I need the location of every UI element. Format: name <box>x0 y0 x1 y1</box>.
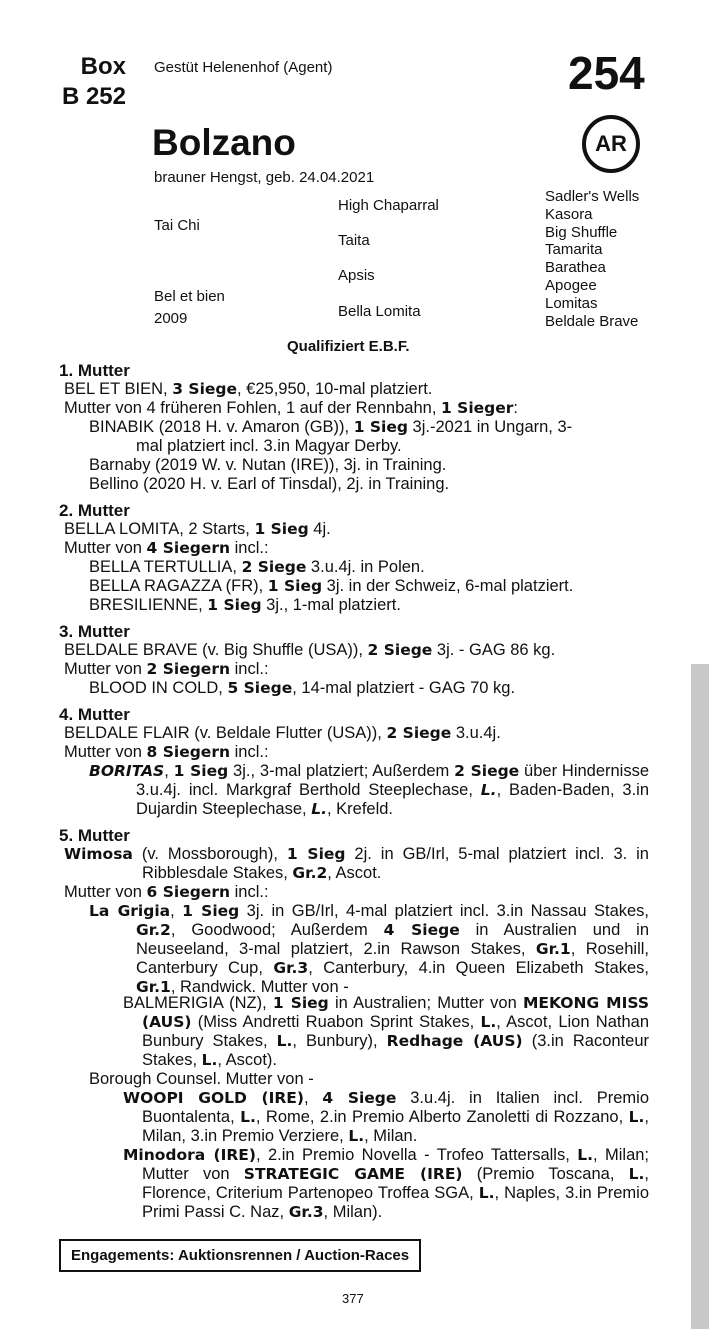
produce-summary: Mutter von 4 früheren Fohlen, 1 auf der Rennbahn, 1 Sieger: <box>64 399 519 417</box>
section-heading: 5. Mutter <box>59 826 130 845</box>
section-heading: 4. Mutter <box>59 705 130 724</box>
horse-name: Bolzano <box>152 122 296 163</box>
produce-entry: Minodora (IRE), 2.in Premio Novella - Trofeo Tattersalls, L., Milan; Mutter von STRATEGIC GAME (IRE) (Premio Toscana, L., Florence, Criterium Partenopeo Troffea SGA, L., Naples, 3.in Premio Primi Passi C. Naz, Gr.3, Milan). <box>123 1146 650 1221</box>
produce-summary: Mutter von 4 Siegern incl.: <box>64 539 269 557</box>
horse-description: brauner Hengst, geb. 24.04.2021 <box>154 169 375 186</box>
engagements-box: Engagements: Auktionsrennen / Auction-Races <box>59 1239 421 1272</box>
produce-entry: Borough Counsel. Mutter von - <box>89 1070 314 1088</box>
pedigree-gen3-item: Tamarita <box>545 241 603 259</box>
pedigree-gen3-item: Apogee <box>545 276 597 294</box>
pedigree-gen3-item: Beldale Brave <box>545 312 639 330</box>
pedigree-gen3-item: Kasora <box>545 205 593 223</box>
box-label: Box B 252 <box>61 53 126 110</box>
produce-entry: BELLA RAGAZZA (FR), 1 Sieg 3j. in der Schweiz, 6-mal platziert. <box>89 577 574 595</box>
page-number: 377 <box>342 1291 364 1306</box>
pedigree-dam-year: 2009 <box>154 310 188 327</box>
pedigree-gen3 <box>545 188 639 330</box>
produce-entry: BORITAS, 1 Sieg 3j., 3-mal platziert; Außerdem 2 Siege über Hindernisse 3.u.4j. incl. Markgraf Berthold Steeplechase, L., Baden-Baden, 3.in Dujardin Steeplechase, L., Krefeld. <box>89 762 650 818</box>
pedigree-gen3-item: Big Shuffle <box>545 223 618 241</box>
produce-entry: BINABIK (2018 H. v. Amaron (GB)), 1 Sieg 3j.-2021 in Ungarn, 3- <box>89 418 573 436</box>
dam-record: BEL ET BIEN, 3 Siege, €25,950, 10-mal platziert. <box>64 380 433 398</box>
dam-record: BELDALE FLAIR (v. Beldale Flutter (USA)), 2 Siege 3.u.4j. <box>64 724 501 742</box>
produce-entry: WOOPI GOLD (IRE), 4 Siege 3.u.4j. in Italien incl. Premio Buontalenta, L., Rome, 2.in Premio Alberto Zanoletti di Rozzano, L., Milan, 3.in Premio Verziere, L., Milan. <box>123 1089 649 1145</box>
dam-record: BELDALE BRAVE (v. Big Shuffle (USA)), 2 Siege 3j. - GAG 86 kg. <box>64 641 556 659</box>
produce-summary: Mutter von 8 Siegern incl.: <box>64 743 269 761</box>
pedigree-gen2-item: Taita <box>338 232 370 249</box>
pedigree-gen3-item: Lomitas <box>545 294 598 312</box>
ar-badge: AR <box>582 115 640 173</box>
section-heading: 2. Mutter <box>59 501 130 520</box>
dam-record: BELLA LOMITA, 2 Starts, 1 Sieg 4j. <box>64 520 331 538</box>
pedigree-gen2-item: High Chaparral <box>338 197 439 214</box>
produce-summary: Mutter von 2 Siegern incl.: <box>64 660 269 678</box>
pedigree-gen3-item: Sadler's Wells <box>545 188 640 205</box>
lot-number: 254 <box>568 47 645 99</box>
pedigree-gen2-item: Bella Lomita <box>338 303 421 320</box>
produce-entry: La Grigia, 1 Sieg 3j. in GB/Irl, 4-mal platziert incl. 3.in Nassau Stakes, Gr.2, Goodwood; Außerdem 4 Siege in Australien und in Neuseeland, 3-mal platziert, 2.in Rawson Stakes, Gr.1, Rosehill, Canterbury Cup, Gr.3, Canterbury, 4.in Queen Elizabeth Stakes, Gr.1, Randwick. Mutter von - <box>89 902 650 996</box>
produce-summary: Mutter von 6 Siegern incl.: <box>64 883 269 901</box>
pedigree-sire: Tai Chi <box>154 217 200 234</box>
produce-entry: BALMERIGIA (NZ), 1 Sieg in Australien; Mutter von MEKONG MISS (AUS) (Miss Andretti Ruabon Sprint Stakes, L., Ascot, Lion Nathan Bunbury Stakes, L., Bunbury), Redhage (AUS) (3.in Raconteur Stakes, L., Ascot). <box>123 994 650 1069</box>
pedigree-gen3-item: Barathea <box>545 259 606 277</box>
produce-entry: BRESILIENNE, 1 Sieg 3j., 1-mal platziert. <box>89 596 401 614</box>
section-heading: 1. Mutter <box>59 361 130 380</box>
scrollbar-thumb[interactable] <box>691 664 709 1329</box>
produce-entry: BLOOD IN COLD, 5 Siege, 14-mal platziert - GAG 70 kg. <box>89 679 516 697</box>
produce-entry: Barnaby (2019 W. v. Nutan (IRE)), 3j. in Training. <box>89 456 447 474</box>
produce-entry-continued: mal platziert incl. 3.in Magyar Derby. <box>136 437 402 455</box>
produce-entry: BELLA TERTULLIA, 2 Siege 3.u.4j. in Polen. <box>89 558 425 576</box>
pedigree-dam: Bel et bien <box>154 288 225 305</box>
qualification: Qualifiziert E.B.F. <box>287 338 410 355</box>
section-heading: 3. Mutter <box>59 622 130 641</box>
pedigree-gen2-item: Apsis <box>338 267 375 284</box>
agent-name: Gestüt Helenenhof (Agent) <box>154 59 333 76</box>
produce-entry: Bellino (2020 H. v. Earl of Tinsdal), 2j. in Training. <box>89 475 450 493</box>
dam-record: Wimosa (v. Mossborough), 1 Sieg 2j. in GB/Irl, 5-mal platziert incl. 3. in Ribblesdale Stakes, Gr.2, Ascot. <box>64 845 649 882</box>
